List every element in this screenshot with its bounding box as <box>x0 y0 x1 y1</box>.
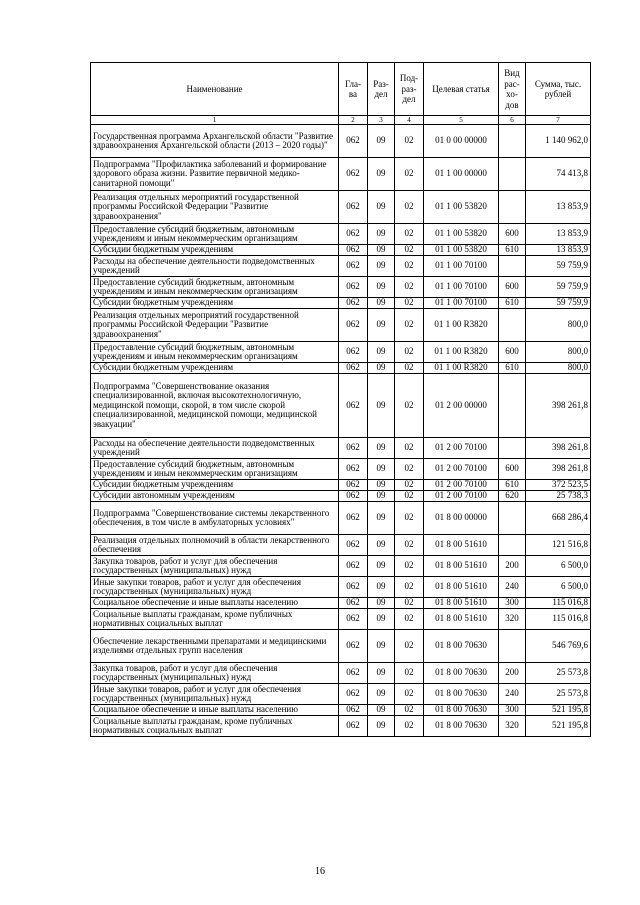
cell-razdel: 09 <box>368 438 395 459</box>
cell-podrazdel: 02 <box>395 191 424 224</box>
cell-sum: 668 286,4 <box>526 502 591 535</box>
cell-expense-type <box>499 309 526 342</box>
cell-razdel: 09 <box>368 374 395 438</box>
table-row <box>91 480 591 491</box>
cell-glava: 062 <box>339 480 368 491</box>
cell-glava: 062 <box>339 535 368 556</box>
table-body <box>91 125 591 737</box>
cell-podrazdel: 02 <box>395 535 424 556</box>
cell-expense-type: 610 <box>499 298 526 309</box>
cell-name: Иные закупки товаров, работ и услуг для обеспечения государственных (муниципальных) нужд <box>91 684 339 705</box>
cell-razdel: 09 <box>368 535 395 556</box>
cell-razdel: 09 <box>368 363 395 374</box>
cell-expense-type: 200 <box>499 556 526 577</box>
cell-podrazdel: 02 <box>395 438 424 459</box>
cell-target-article: 01 8 00 70630 <box>424 705 499 716</box>
cell-razdel: 09 <box>368 191 395 224</box>
cell-razdel: 09 <box>368 245 395 256</box>
cell-target-article: 01 0 00 00000 <box>424 125 499 158</box>
header-podrazdel: Под-раз-дел <box>395 63 424 116</box>
cell-podrazdel: 02 <box>395 374 424 438</box>
cell-glava: 062 <box>339 374 368 438</box>
cell-name: Субсидии бюджетным учреждениям <box>91 363 339 374</box>
cell-sum: 13 853,9 <box>526 245 591 256</box>
cell-expense-type <box>499 502 526 535</box>
cell-target-article: 01 1 00 00000 <box>424 158 499 191</box>
cell-expense-type: 240 <box>499 577 526 598</box>
table-row <box>91 298 591 309</box>
cell-target-article: 01 1 00 53820 <box>424 191 499 224</box>
cell-glava: 062 <box>339 684 368 705</box>
table-row <box>91 191 591 224</box>
cell-glava: 062 <box>339 191 368 224</box>
cell-name: Обеспечение лекарственными препаратами и медицинскими изделиями отдельных групп населения <box>91 630 339 663</box>
cell-glava: 062 <box>339 630 368 663</box>
cell-expense-type: 610 <box>499 480 526 491</box>
cell-expense-type <box>499 535 526 556</box>
table-row <box>91 459 591 480</box>
table-row <box>91 577 591 598</box>
cell-target-article: 01 2 00 70100 <box>424 438 499 459</box>
cell-target-article: 01 8 00 51610 <box>424 598 499 609</box>
table-row <box>91 684 591 705</box>
cell-razdel: 09 <box>368 224 395 245</box>
cell-podrazdel: 02 <box>395 224 424 245</box>
cell-name: Социальное обеспечение и иные выплаты населению <box>91 705 339 716</box>
column-number: 6 <box>499 116 526 125</box>
cell-name: Государственная программа Архангельской области "Развитие здравоохранения Архангельской области (2013 – 2020 годы)" <box>91 125 339 158</box>
cell-glava: 062 <box>339 705 368 716</box>
cell-sum: 59 759,9 <box>526 298 591 309</box>
cell-razdel: 09 <box>368 298 395 309</box>
cell-sum: 25 573,8 <box>526 684 591 705</box>
header-glava: Гла-ва <box>339 63 368 116</box>
document-page <box>90 62 590 737</box>
cell-podrazdel: 02 <box>395 363 424 374</box>
cell-podrazdel: 02 <box>395 598 424 609</box>
cell-name: Социальные выплаты гражданам, кроме публичных нормативных социальных выплат <box>91 609 339 630</box>
cell-glava: 062 <box>339 577 368 598</box>
cell-razdel: 09 <box>368 609 395 630</box>
cell-glava: 062 <box>339 224 368 245</box>
column-number: 2 <box>339 116 368 125</box>
table-row <box>91 309 591 342</box>
column-number-row <box>91 116 591 125</box>
cell-name: Субсидии автономным учреждениям <box>91 491 339 502</box>
cell-name: Предоставление субсидий бюджетным, автономным учреждениям и иным некоммерческим организациям <box>91 459 339 480</box>
table-row <box>91 716 591 737</box>
cell-name: Предоставление субсидий бюджетным, автономным учреждениям и иным некоммерческим организациям <box>91 277 339 298</box>
cell-glava: 062 <box>339 438 368 459</box>
header-sum: Сумма, тыс. рублей <box>526 63 591 116</box>
cell-razdel: 09 <box>368 716 395 737</box>
cell-name: Предоставление субсидий бюджетным, автономным учреждениям и иным некоммерческим организациям <box>91 342 339 363</box>
cell-expense-type <box>499 630 526 663</box>
cell-expense-type: 600 <box>499 224 526 245</box>
cell-expense-type <box>499 158 526 191</box>
cell-razdel: 09 <box>368 663 395 684</box>
cell-glava: 062 <box>339 556 368 577</box>
cell-expense-type: 610 <box>499 363 526 374</box>
cell-glava: 062 <box>339 125 368 158</box>
cell-target-article: 01 8 00 51610 <box>424 535 499 556</box>
table-row <box>91 158 591 191</box>
cell-sum: 115 016,8 <box>526 598 591 609</box>
cell-razdel: 09 <box>368 480 395 491</box>
cell-glava: 062 <box>339 342 368 363</box>
cell-target-article: 01 2 00 70100 <box>424 459 499 480</box>
table-row <box>91 705 591 716</box>
cell-razdel: 09 <box>368 309 395 342</box>
cell-podrazdel: 02 <box>395 705 424 716</box>
cell-sum: 372 523,5 <box>526 480 591 491</box>
cell-sum: 13 853,9 <box>526 224 591 245</box>
cell-target-article: 01 8 00 51610 <box>424 609 499 630</box>
cell-glava: 062 <box>339 491 368 502</box>
cell-expense-type: 300 <box>499 598 526 609</box>
cell-name: Субсидии бюджетным учреждениям <box>91 245 339 256</box>
cell-glava: 062 <box>339 363 368 374</box>
cell-podrazdel: 02 <box>395 342 424 363</box>
table-row <box>91 256 591 277</box>
cell-sum: 74 413,8 <box>526 158 591 191</box>
cell-name: Реализация отдельных мероприятий государственной программы Российской Федерации "Развитие здравоохранения" <box>91 309 339 342</box>
cell-expense-type: 600 <box>499 342 526 363</box>
table-row <box>91 630 591 663</box>
cell-sum: 398 261,8 <box>526 438 591 459</box>
cell-glava: 062 <box>339 309 368 342</box>
cell-razdel: 09 <box>368 342 395 363</box>
cell-glava: 062 <box>339 158 368 191</box>
cell-glava: 062 <box>339 298 368 309</box>
cell-expense-type <box>499 256 526 277</box>
cell-target-article: 01 1 00 70100 <box>424 298 499 309</box>
cell-target-article: 01 8 00 70630 <box>424 684 499 705</box>
cell-expense-type: 600 <box>499 459 526 480</box>
cell-target-article: 01 8 00 70630 <box>424 630 499 663</box>
cell-name: Подпрограмма "Профилактика заболеваний и формирование здорового образа жизни. Развитие первичной медико-санитарной помощи" <box>91 158 339 191</box>
cell-podrazdel: 02 <box>395 491 424 502</box>
cell-name: Расходы на обеспечение деятельности подведомственных учреждений <box>91 256 339 277</box>
cell-glava: 062 <box>339 245 368 256</box>
cell-name: Расходы на обеспечение деятельности подведомственных учреждений <box>91 438 339 459</box>
table-row <box>91 438 591 459</box>
cell-sum: 121 516,8 <box>526 535 591 556</box>
cell-expense-type <box>499 438 526 459</box>
cell-expense-type: 300 <box>499 705 526 716</box>
cell-glava: 062 <box>339 277 368 298</box>
table-row <box>91 374 591 438</box>
cell-podrazdel: 02 <box>395 480 424 491</box>
cell-razdel: 09 <box>368 556 395 577</box>
cell-target-article: 01 1 00 R3820 <box>424 309 499 342</box>
cell-razdel: 09 <box>368 630 395 663</box>
cell-razdel: 09 <box>368 459 395 480</box>
cell-name: Подпрограмма "Совершенствование оказания специализированной, включая высокотехнологичную, медицинской помощи, скорой, в том числе скорой специализированной, медицинской помощи, медицинской эвакуации" <box>91 374 339 438</box>
cell-podrazdel: 02 <box>395 158 424 191</box>
cell-podrazdel: 02 <box>395 577 424 598</box>
cell-sum: 521 195,8 <box>526 705 591 716</box>
table-row <box>91 502 591 535</box>
cell-podrazdel: 02 <box>395 609 424 630</box>
cell-sum: 800,0 <box>526 309 591 342</box>
cell-name: Иные закупки товаров, работ и услуг для обеспечения государственных (муниципальных) нужд <box>91 577 339 598</box>
header-name: Наименование <box>91 63 339 116</box>
cell-target-article: 01 8 00 70630 <box>424 716 499 737</box>
cell-sum: 398 261,8 <box>526 374 591 438</box>
cell-podrazdel: 02 <box>395 125 424 158</box>
cell-razdel: 09 <box>368 577 395 598</box>
cell-razdel: 09 <box>368 277 395 298</box>
cell-podrazdel: 02 <box>395 245 424 256</box>
cell-sum: 59 759,9 <box>526 256 591 277</box>
table-row <box>91 556 591 577</box>
column-number: 7 <box>526 116 591 125</box>
cell-target-article: 01 8 00 00000 <box>424 502 499 535</box>
cell-podrazdel: 02 <box>395 630 424 663</box>
cell-sum: 13 853,9 <box>526 191 591 224</box>
cell-sum: 25 573,8 <box>526 663 591 684</box>
table-header <box>91 63 591 125</box>
table-row <box>91 277 591 298</box>
cell-podrazdel: 02 <box>395 309 424 342</box>
table-row <box>91 609 591 630</box>
table-row <box>91 363 591 374</box>
column-number: 3 <box>368 116 395 125</box>
cell-podrazdel: 02 <box>395 298 424 309</box>
cell-expense-type: 600 <box>499 277 526 298</box>
cell-glava: 062 <box>339 598 368 609</box>
cell-razdel: 09 <box>368 256 395 277</box>
cell-sum: 25 738,3 <box>526 491 591 502</box>
page-number: 16 <box>315 866 325 877</box>
table-row <box>91 535 591 556</box>
cell-razdel: 09 <box>368 705 395 716</box>
table-row <box>91 224 591 245</box>
cell-razdel: 09 <box>368 684 395 705</box>
cell-glava: 062 <box>339 716 368 737</box>
column-number: 1 <box>91 116 339 125</box>
cell-name: Социальное обеспечение и иные выплаты населению <box>91 598 339 609</box>
cell-target-article: 01 1 00 70100 <box>424 256 499 277</box>
cell-expense-type <box>499 191 526 224</box>
cell-sum: 521 195,8 <box>526 716 591 737</box>
cell-name: Закупка товаров, работ и услуг для обеспечения государственных (муниципальных) нужд <box>91 663 339 684</box>
cell-sum: 800,0 <box>526 363 591 374</box>
cell-target-article: 01 2 00 70100 <box>424 480 499 491</box>
column-number: 5 <box>424 116 499 125</box>
cell-glava: 062 <box>339 663 368 684</box>
cell-expense-type: 320 <box>499 609 526 630</box>
cell-razdel: 09 <box>368 491 395 502</box>
table-row <box>91 342 591 363</box>
cell-expense-type <box>499 374 526 438</box>
cell-target-article: 01 2 00 70100 <box>424 491 499 502</box>
cell-name: Субсидии бюджетным учреждениям <box>91 298 339 309</box>
cell-glava: 062 <box>339 609 368 630</box>
cell-sum: 800,0 <box>526 342 591 363</box>
cell-name: Предоставление субсидий бюджетным, автономным учреждениям и иным некоммерческим организациям <box>91 224 339 245</box>
cell-expense-type: 320 <box>499 716 526 737</box>
cell-target-article: 01 8 00 51610 <box>424 577 499 598</box>
budget-table <box>90 62 591 737</box>
table-row <box>91 491 591 502</box>
cell-target-article: 01 1 00 70100 <box>424 277 499 298</box>
cell-name: Реализация отдельных мероприятий государственной программы Российской Федерации "Развитие здравоохранения" <box>91 191 339 224</box>
table-row <box>91 598 591 609</box>
cell-glava: 062 <box>339 256 368 277</box>
header-razdel: Раз-дел <box>368 63 395 116</box>
cell-podrazdel: 02 <box>395 716 424 737</box>
cell-sum: 6 500,0 <box>526 577 591 598</box>
cell-expense-type: 610 <box>499 245 526 256</box>
table-row <box>91 245 591 256</box>
cell-sum: 546 769,6 <box>526 630 591 663</box>
cell-razdel: 09 <box>368 125 395 158</box>
cell-podrazdel: 02 <box>395 556 424 577</box>
cell-expense-type: 240 <box>499 684 526 705</box>
cell-sum: 59 759,9 <box>526 277 591 298</box>
header-target-article: Целевая статья <box>424 63 499 116</box>
cell-podrazdel: 02 <box>395 256 424 277</box>
cell-podrazdel: 02 <box>395 502 424 535</box>
cell-target-article: 01 1 00 53820 <box>424 245 499 256</box>
cell-target-article: 01 1 00 53820 <box>424 224 499 245</box>
cell-podrazdel: 02 <box>395 277 424 298</box>
cell-name: Субсидии бюджетным учреждениям <box>91 480 339 491</box>
cell-podrazdel: 02 <box>395 684 424 705</box>
cell-podrazdel: 02 <box>395 663 424 684</box>
cell-expense-type: 200 <box>499 663 526 684</box>
cell-glava: 062 <box>339 459 368 480</box>
cell-name: Закупка товаров, работ и услуг для обеспечения государственных (муниципальных) нужд <box>91 556 339 577</box>
cell-name: Подпрограмма "Совершенствование системы лекарственного обеспечения, в том числе в амбулаторных условиях" <box>91 502 339 535</box>
cell-glava: 062 <box>339 502 368 535</box>
cell-target-article: 01 1 00 R3820 <box>424 342 499 363</box>
cell-razdel: 09 <box>368 502 395 535</box>
cell-target-article: 01 8 00 70630 <box>424 663 499 684</box>
cell-target-article: 01 1 00 R3820 <box>424 363 499 374</box>
cell-sum: 398 261,8 <box>526 459 591 480</box>
cell-expense-type: 620 <box>499 491 526 502</box>
cell-sum: 115 016,8 <box>526 609 591 630</box>
table-row <box>91 125 591 158</box>
table-row <box>91 663 591 684</box>
header-expense-type: Вид рас-хо-дов <box>499 63 526 116</box>
cell-target-article: 01 8 00 51610 <box>424 556 499 577</box>
cell-expense-type <box>499 125 526 158</box>
cell-name: Реализация отдельных полномочий в области лекарственного обеспечения <box>91 535 339 556</box>
cell-target-article: 01 2 00 00000 <box>424 374 499 438</box>
cell-razdel: 09 <box>368 598 395 609</box>
cell-name: Социальные выплаты гражданам, кроме публичных нормативных социальных выплат <box>91 716 339 737</box>
cell-razdel: 09 <box>368 158 395 191</box>
cell-sum: 1 140 962,0 <box>526 125 591 158</box>
cell-sum: 6 500,0 <box>526 556 591 577</box>
column-number: 4 <box>395 116 424 125</box>
cell-podrazdel: 02 <box>395 459 424 480</box>
